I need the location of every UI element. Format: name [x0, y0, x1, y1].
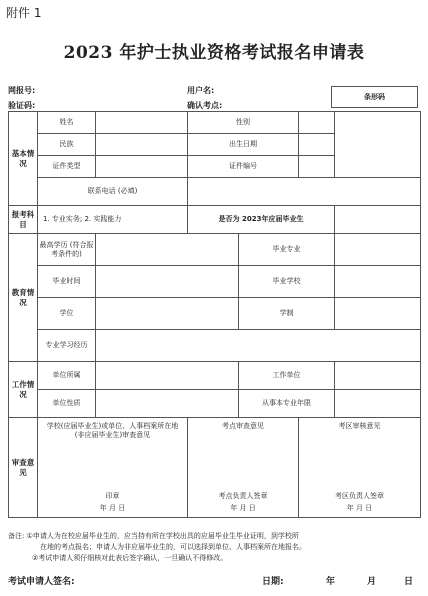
barcode-box	[331, 86, 418, 108]
review-site-cell[interactable]	[188, 418, 299, 518]
notes-line-3: ②考试申请人须仔细核对此表后签字确认，一旦确认不得修改。	[32, 554, 228, 562]
id-number-value[interactable]	[299, 156, 335, 178]
date-month: 月	[367, 577, 377, 587]
birth-date-value[interactable]	[299, 134, 335, 156]
confirm-site-label: 确认考点:	[187, 101, 223, 110]
review-site-title: 考点审查意见	[222, 422, 264, 430]
unit-value[interactable]	[335, 362, 421, 390]
fresh-grad-label: 是否为 2023年应届毕业生	[188, 206, 335, 234]
birth-date-label: 出生日期	[188, 134, 299, 156]
unit-label: 工作单位	[239, 362, 335, 390]
username-label: 用户名:	[187, 86, 215, 95]
degree-value[interactable]	[96, 298, 239, 330]
id-number-label: 证件编号	[188, 156, 299, 178]
ethnicity-value[interactable]	[96, 134, 188, 156]
degree-label: 学位	[38, 298, 96, 330]
unit-name-value[interactable]	[96, 362, 239, 390]
section-exam: 报考科目	[9, 206, 38, 234]
name-label: 姓名	[38, 112, 96, 134]
gender-value[interactable]	[299, 112, 335, 134]
name-value[interactable]	[96, 112, 188, 134]
form-title: 2023 年护士执业资格考试报名申请表	[63, 43, 365, 63]
application-form-table	[8, 111, 421, 518]
notes-line-2: 在地的考点报名；申请人为非应届毕业生的，可以选择到单位、人事档案所在地报名。	[40, 543, 306, 551]
history-value[interactable]	[96, 330, 421, 362]
review-area-title: 考区审核意见	[338, 422, 381, 430]
barcode-label: 条形码	[364, 93, 385, 101]
highest-degree-label: 最高学历 (符合报考条件的)	[38, 234, 96, 266]
section-basic: 基本情况	[9, 112, 38, 206]
date-year: 年	[326, 577, 336, 587]
major-value[interactable]	[335, 234, 421, 266]
phone-value[interactable]	[188, 178, 421, 206]
major-label: 毕业专业	[239, 234, 335, 266]
review-unit-cell[interactable]	[38, 418, 188, 518]
schooling-label: 学制	[239, 298, 335, 330]
notes-line-1: 备注: ①申请人为在校应届毕业生的，应当持有所在学校出具的应届毕业生毕业证明，到学校所	[8, 532, 299, 540]
review-area-date: 年 月 日	[346, 504, 373, 513]
id-type-value[interactable]	[96, 156, 188, 178]
gender-label: 性别	[188, 112, 299, 134]
school-label: 毕业学校	[239, 266, 335, 298]
unit-name-label: 单位所属	[38, 362, 96, 390]
notes	[8, 531, 422, 564]
review-site-sign: 考点负责人签章	[218, 492, 268, 501]
phone-label: 联系电话 (必填)	[38, 178, 188, 206]
id-type-label: 证件类型	[38, 156, 96, 178]
fresh-grad-value[interactable]	[335, 206, 421, 234]
unit-nature-label: 单位性质	[38, 390, 96, 418]
school-value[interactable]	[335, 266, 421, 298]
photo-area[interactable]	[335, 112, 421, 178]
verify-code-label: 验证码:	[8, 101, 36, 110]
exam-subjects: 1. 专业实务; 2. 实践能力	[38, 206, 188, 234]
unit-nature-value[interactable]	[96, 390, 239, 418]
review-area-sign: 考区负责人签章	[335, 492, 384, 501]
schooling-value[interactable]	[335, 298, 421, 330]
date-day: 日	[404, 577, 414, 587]
review-unit-seal: 印章	[105, 492, 120, 501]
history-label: 专业学习经历	[38, 330, 96, 362]
grad-time-value[interactable]	[96, 266, 239, 298]
section-education: 教育情况	[9, 234, 38, 362]
applicant-signature-label: 考试申请人签名:	[8, 577, 75, 587]
date-label: 日期:	[262, 577, 284, 587]
review-unit-text: 学校(应届毕业生)或单位、人事档案所在地(非应届毕业生)审查意见	[46, 422, 179, 439]
review-site-date: 年 月 日	[230, 504, 256, 513]
attachment-label: 附件 1	[6, 6, 42, 20]
years-value[interactable]	[335, 390, 421, 418]
highest-degree-value[interactable]	[96, 234, 239, 266]
grad-time-label: 毕业时间	[38, 266, 96, 298]
site-id-label: 网报号:	[8, 86, 36, 95]
review-unit-date: 年 月 日	[99, 504, 126, 513]
years-label: 从事本专业年限	[239, 390, 335, 418]
section-review: 审查意见	[9, 418, 38, 518]
section-work: 工作情况	[9, 362, 38, 418]
ethnicity-label: 民族	[38, 134, 96, 156]
review-area-cell[interactable]	[299, 418, 421, 518]
